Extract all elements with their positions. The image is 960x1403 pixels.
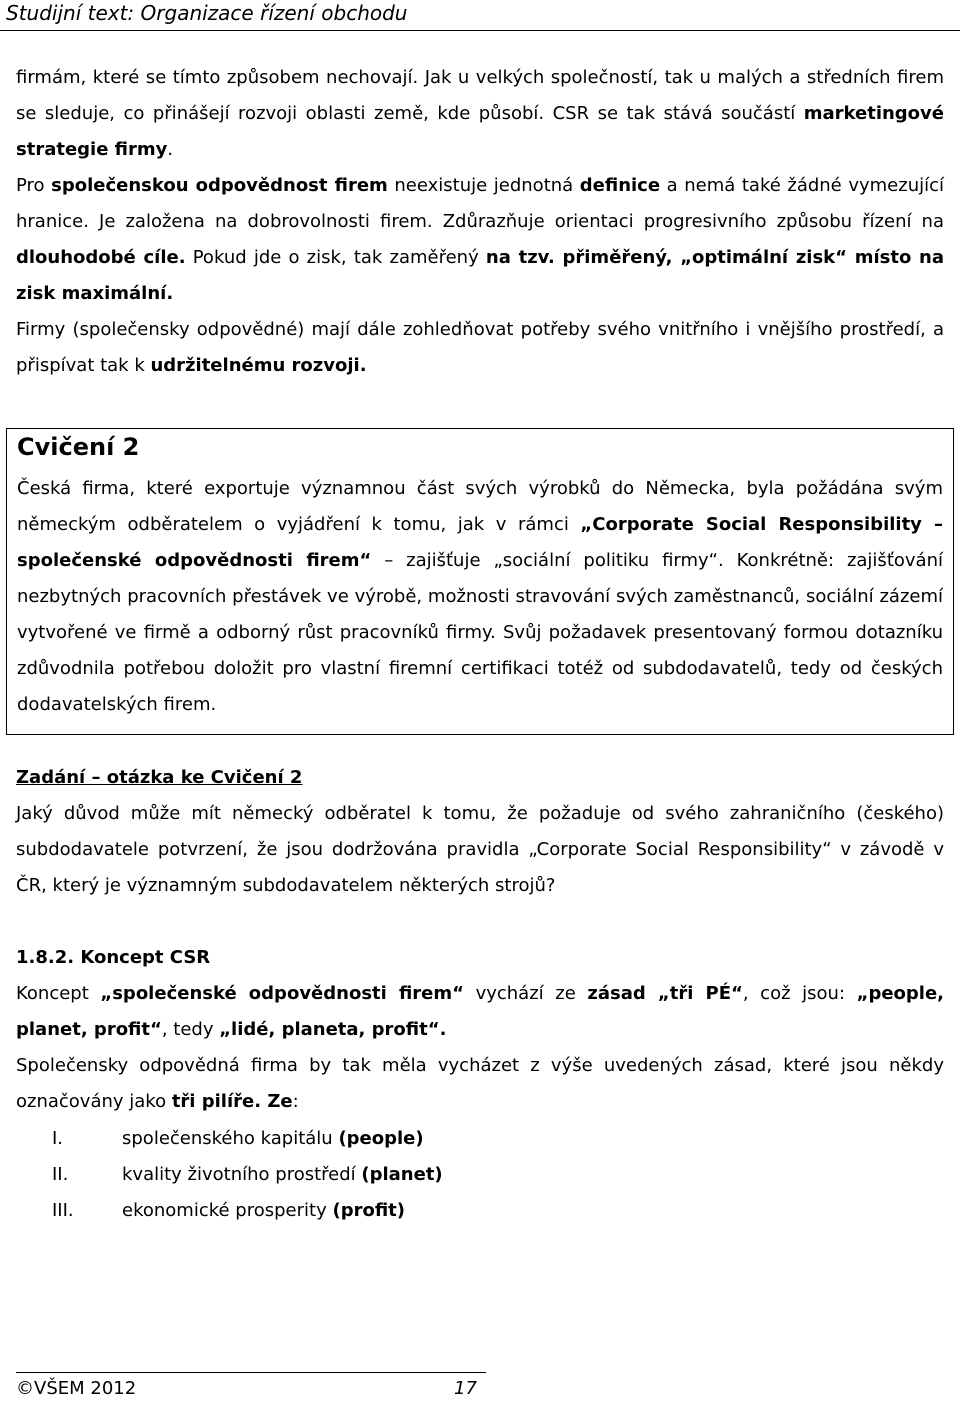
intro-text: Pro — [16, 175, 52, 196]
intro-section — [16, 60, 944, 384]
list-item — [52, 1193, 752, 1229]
page-number: 17 — [454, 1378, 477, 1399]
section-bold: „společenské odpovědnosti firem“ — [100, 983, 464, 1004]
intro-bold: marketingové strategie firmy — [16, 103, 944, 160]
intro-paragraph-3 — [16, 312, 944, 384]
footer-copyright: ©VŠEM 2012 — [16, 1378, 137, 1399]
exercise-text-part: Česká firma, které exportuje významnou část svých výrobků do Německa, byla požádána svým německým odběratelem o vyjádření k tomu, jak v rámci — [17, 478, 943, 535]
intro-text: neexistuje jednotná — [387, 175, 580, 196]
list-text — [122, 1193, 405, 1229]
section-bold: „people, planet, profit“ — [16, 983, 944, 1040]
section-text-part: Společensky odpovědná firma by tak měla vycházet z výše uvedených zásad, které jsou někdy označovány jako — [16, 1055, 944, 1112]
section-bold: zásad „tři PÉ“ — [587, 983, 743, 1004]
intro-bold: udržitelnému rozvoji. — [150, 355, 367, 376]
page-header — [0, 0, 960, 30]
intro-text: firmám, které se tímto způsobem nechovají. Jak u velkých společností, tak u malých a středních firem se sleduje, co přinášejí rozvoji oblasti země, kde působí. CSR se tak stává součástí — [16, 67, 944, 124]
section-text — [16, 976, 944, 1120]
intro-text: Firmy (společensky odpovědné) mají dále zohledňovat potřeby svého vnitřního i vnějšího prostředí, a přispívat tak k — [16, 319, 944, 376]
task-text: Jaký důvod může mít německý odběratel k tomu, že požaduje od svého zahraničního (českého) subdodavatele potvrzení, že jsou dodržována pravidla „Corporate Social Responsibility“ v závodě v ČR, který je významným subdodavatelem některých strojů? — [16, 803, 944, 896]
intro-paragraph-2 — [16, 168, 944, 312]
section-heading: 1.8.2. Koncept CSR — [16, 947, 211, 968]
section-paragraph-1 — [16, 976, 944, 1048]
list-label: ekonomické prosperity — [122, 1200, 333, 1221]
section-text-part: vychází ze — [463, 983, 588, 1004]
list-text — [122, 1121, 424, 1157]
section-paragraph-2 — [16, 1048, 944, 1120]
intro-text: Pokud jde o zisk, tak zaměřený — [185, 247, 486, 268]
header-title: Studijní text: Organizace řízení obchodu — [6, 1, 408, 25]
list-bold: (profit) — [332, 1200, 405, 1221]
list-number: I. — [52, 1128, 64, 1149]
intro-bold: dlouhodobé cíle. — [16, 247, 186, 268]
section-text-part: , což jsou: — [742, 983, 857, 1004]
list-label: společenského kapitálu — [122, 1128, 339, 1149]
pillars-list — [52, 1121, 752, 1229]
exercise-bold: „Corporate Social Responsibility – společenské odpovědnosti firem“ — [17, 514, 944, 571]
intro-bold: na tzv. přiměřený, „optimální zisk“ místo na zisk maximální. — [16, 247, 944, 304]
list-label: kvality životního prostředí — [122, 1164, 362, 1185]
exercise-box — [6, 428, 954, 735]
intro-bold: definice — [579, 175, 661, 196]
section-bold: „lidé, planeta, profit“. — [219, 1019, 447, 1040]
list-bold: (people) — [338, 1128, 424, 1149]
page-footer — [16, 1372, 486, 1401]
intro-paragraph-1 — [16, 60, 944, 168]
list-item — [52, 1157, 752, 1193]
section-text-part: , tedy — [161, 1019, 220, 1040]
header-rule — [0, 30, 960, 31]
intro-text: . — [167, 139, 174, 160]
intro-bold: společenskou odpovědnost firem — [51, 175, 388, 196]
list-number: III. — [52, 1200, 74, 1221]
exercise-title: Cvičení 2 — [17, 433, 140, 461]
section-text-part: : — [292, 1091, 299, 1112]
task-heading: Zadání – otázka ke Cvičení 2 — [16, 767, 303, 788]
section-text-part: Koncept — [16, 983, 101, 1004]
section-bold: tři pilíře. Ze — [171, 1091, 293, 1112]
list-number: II. — [52, 1164, 69, 1185]
exercise-text-part: – zajišťuje „sociální politiku firmy“. Konkrétně: zajišťování nezbytných pracovních přestávek ve výrobě, možnosti stravování svých zaměstnanců, sociální zázemí vytvořené ve firmě a odborný růst pracovníků firmy. Svůj požadavek presentovaný formou dotazníku zdůvodnila potřebou doložit pro vlastní firemní certifikaci totéž od subdodavatelů, tedy od českých dodavatelských firem. — [17, 550, 943, 715]
list-text — [122, 1157, 443, 1193]
exercise-text — [17, 471, 943, 723]
intro-text: a nemá také žádné vymezující hranice. Je založena na dobrovolnosti firem. Zdůrazňuje orientaci progresivního způsobu řízení na — [16, 175, 945, 232]
list-item — [52, 1121, 752, 1157]
list-bold: (planet) — [361, 1164, 443, 1185]
